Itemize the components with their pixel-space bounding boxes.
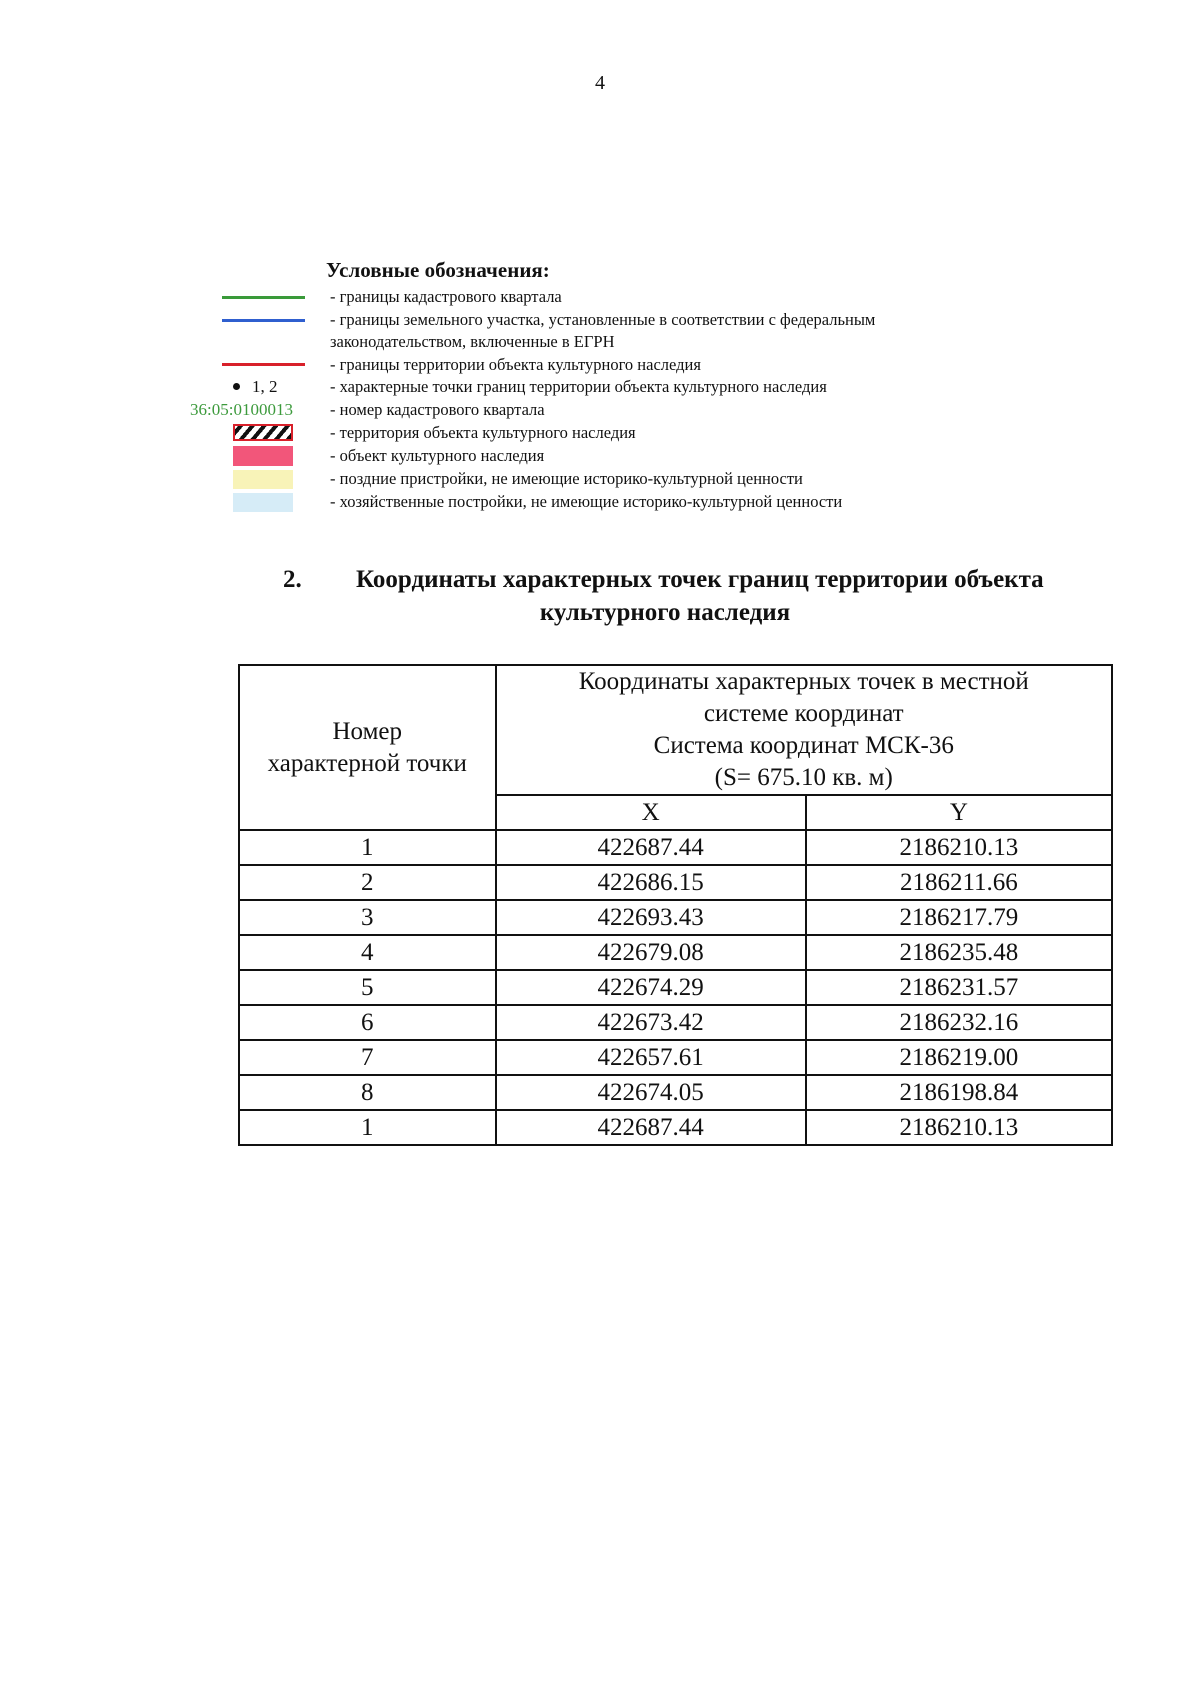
- y-cell: 2186211.66: [806, 865, 1112, 900]
- coordinates-table: [238, 664, 1113, 1146]
- point-number-header-line2: характерной точки: [267, 749, 467, 777]
- legend-item-label: - поздние пристройки, не имеющие историко-культурной ценности: [330, 469, 803, 488]
- x-cell: 422674.05: [496, 1075, 806, 1110]
- x-column-header: X: [496, 795, 806, 830]
- point-number-cell: 3: [239, 900, 496, 935]
- coordinates-header-line: (S= 675.10 кв. м): [714, 764, 893, 791]
- y-cell: 2186217.79: [806, 900, 1112, 935]
- legend-item-land-plot-boundary-cont: [0, 331, 1200, 353]
- coordinates-header-line: Координаты характерных точек в местной: [578, 668, 1029, 695]
- legend-item-label: - характерные точки границ территории объекта культурного наследия: [330, 377, 827, 396]
- legend-item-heritage-object: [0, 445, 1200, 467]
- table-row: [239, 1075, 1112, 1110]
- table-row: [239, 865, 1112, 900]
- section-title-line2: культурного наследия: [539, 599, 791, 626]
- x-cell: 422679.08: [496, 935, 806, 970]
- point-number-cell: 6: [239, 1005, 496, 1040]
- pink-fill-icon: [233, 446, 293, 466]
- legend-item-label-continued: законодательством, включенные в ЕГРН: [330, 332, 615, 351]
- legend-item-label: - номер кадастрового квартала: [330, 400, 545, 419]
- coordinates-header-line: системе координат: [703, 700, 904, 727]
- x-cell: 422687.44: [496, 830, 806, 865]
- point-number-cell: 5: [239, 970, 496, 1005]
- coordinates-header: [496, 665, 1112, 795]
- legend-item-label: - объект культурного наследия: [330, 446, 545, 465]
- legend-item-heritage-territory-boundary: [0, 354, 1200, 376]
- legend-item-utility-buildings: [0, 491, 1200, 513]
- point-number-header: [239, 665, 496, 830]
- point-dot-label: 1, 2: [252, 377, 278, 396]
- y-cell: 2186235.48: [806, 935, 1112, 970]
- y-cell: 2186231.57: [806, 970, 1112, 1005]
- legend-title: Условные обозначения:: [326, 258, 550, 282]
- point-number-header-line1: Номер: [332, 717, 402, 745]
- green-line-icon: [222, 296, 305, 299]
- table-header-row: [239, 665, 1112, 795]
- table-row: [239, 1040, 1112, 1075]
- x-cell: 422686.15: [496, 865, 806, 900]
- legend-item-cadastral-number: [0, 399, 1200, 421]
- page-number: 4: [595, 72, 605, 94]
- y-cell: 2186210.13: [806, 830, 1112, 865]
- y-cell: 2186232.16: [806, 1005, 1112, 1040]
- point-dot-icon: [233, 383, 240, 390]
- point-number-cell: 7: [239, 1040, 496, 1075]
- point-number-cell: 1: [239, 830, 496, 865]
- x-cell: 422674.29: [496, 970, 806, 1005]
- point-number-cell: 8: [239, 1075, 496, 1110]
- y-cell: 2186210.13: [806, 1110, 1112, 1145]
- point-number-cell: 4: [239, 935, 496, 970]
- legend-item-label: - границы кадастрового квартала: [330, 287, 562, 306]
- y-cell: 2186219.00: [806, 1040, 1112, 1075]
- table-row: [239, 900, 1112, 935]
- hatched-box-icon: [233, 424, 293, 441]
- yellow-fill-icon: [233, 470, 293, 489]
- legend-item-label: - границы земельного участка, установленные в соответствии с федеральным: [330, 310, 876, 329]
- blue-fill-icon: [233, 493, 293, 512]
- y-cell: 2186198.84: [806, 1075, 1112, 1110]
- blue-line-icon: [222, 319, 305, 322]
- legend-item-label: - территория объекта культурного наследия: [330, 423, 636, 442]
- x-cell: 422687.44: [496, 1110, 806, 1145]
- x-cell: 422657.61: [496, 1040, 806, 1075]
- x-cell: 422673.42: [496, 1005, 806, 1040]
- legend-item-characteristic-points: [0, 376, 1200, 398]
- legend-item-label: - хозяйственные постройки, не имеющие историко-культурной ценности: [330, 492, 843, 511]
- table-row: [239, 1005, 1112, 1040]
- point-number-cell: 2: [239, 865, 496, 900]
- coordinates-header-line: Система координат МСК-36: [653, 732, 954, 759]
- table-row: [239, 970, 1112, 1005]
- section-title-line1: Координаты характерных точек границ территории объекта: [356, 566, 1044, 593]
- legend-item-late-extensions: [0, 468, 1200, 490]
- section-number: 2.: [283, 566, 302, 593]
- legend-item-cadastral-quarter-boundary: [0, 286, 1200, 308]
- legend-item-heritage-territory: [0, 422, 1200, 444]
- legend-item-label: - границы территории объекта культурного наследия: [330, 355, 701, 374]
- point-number-cell: 1: [239, 1110, 496, 1145]
- y-column-header: Y: [806, 795, 1112, 830]
- table-row: [239, 830, 1112, 865]
- legend-item-land-plot-boundary: [0, 309, 1200, 331]
- red-line-icon: [222, 363, 305, 366]
- table-row: [239, 935, 1112, 970]
- x-cell: 422693.43: [496, 900, 806, 935]
- table-row: [239, 1110, 1112, 1145]
- cadastral-number-sample: 36:05:0100013: [190, 400, 293, 419]
